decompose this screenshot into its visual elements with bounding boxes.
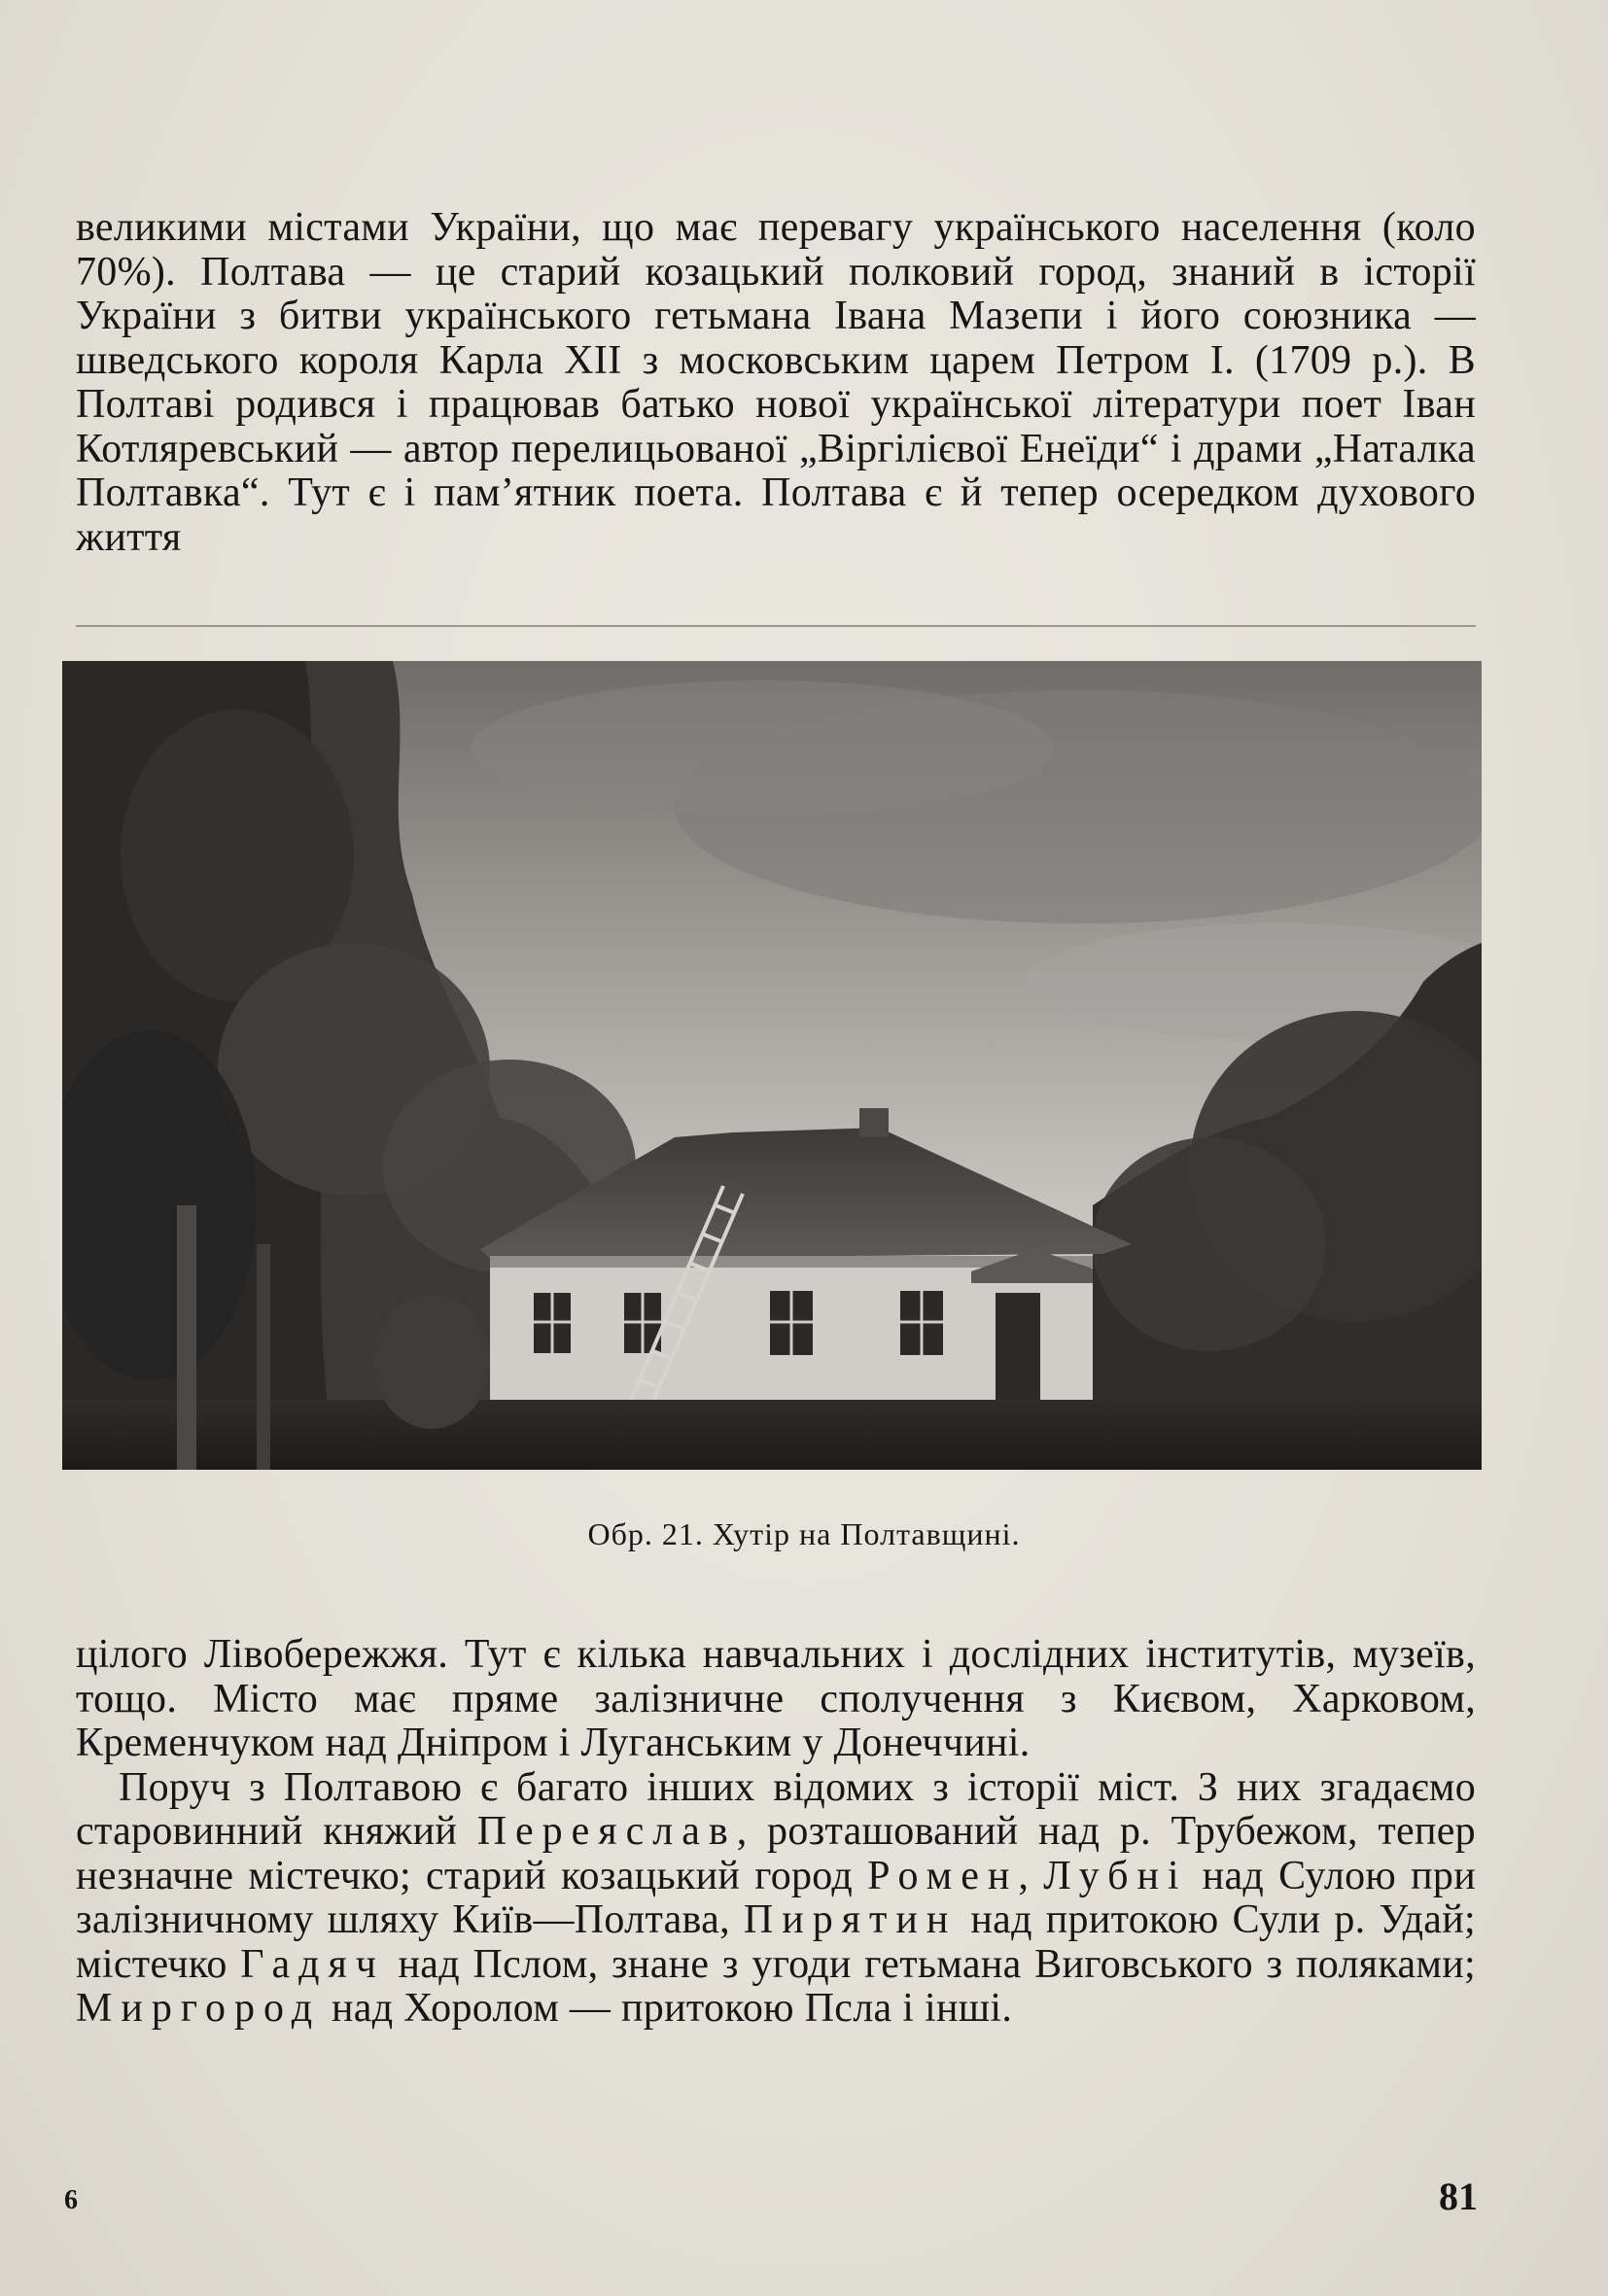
city-pyriatyn: Пирятин: [743, 1897, 958, 1942]
bottom-paragraph-1: цілого Лівобережжя. Тут є кілька навчальних і дослідних інститутів, музеїв, тощо. Місто має пряме залізничне сполучення з Києвом, Харковом, Кременчуком над Дніпром і Луганським у Донеччині.: [76, 1632, 1476, 1765]
farmhouse-photo-illustration: [62, 661, 1482, 1470]
figure-photo: [62, 661, 1482, 1470]
paragraph-2-text-5: над притокою Сули р. Удай; містечко: [76, 1897, 1476, 1987]
city-myrhorod: Миргород: [76, 1986, 322, 2031]
paragraph-2-text-3: ,: [1018, 1853, 1044, 1898]
signature-mark: 6: [64, 2185, 78, 2215]
city-lubni: Лубні: [1043, 1853, 1188, 1898]
bottom-text-block: [76, 1633, 1476, 2032]
city-hadiach: Гадяч: [240, 1941, 385, 1987]
paragraph-2-text-1: Поруч з Полтавою є багато інших відомих з історії міст. З них згадаємо старовинний княжий: [76, 1764, 1476, 1854]
paragraph-2-text-6: над Пслом, знане з угоди гетьмана Виговського з поляками;: [384, 1941, 1477, 1987]
paragraph-2-text-7: над Хоролом — притокою Псла і інші.: [321, 1986, 1013, 2031]
page-number: 81: [1439, 2174, 1478, 2218]
city-romen: Ромен: [867, 1853, 1019, 1898]
paragraph-2-text-4: над Сулою при залізничному шляху Київ—Полтава,: [76, 1853, 1476, 1942]
paragraph-2-text-2: , розташований над р. Трубежом, тепер незначне містечко; старий козацький город: [76, 1809, 1476, 1898]
top-paragraph: великими містами України, що має перевагу українського населення (коло 70%). Полтава — це старий козацький полковий город, знаний в історії України з битви українського гетьмана Івана Мазепи і його союзника — шведського короля Карла XII з московським царем Петром І. (1709 р.). В Полтаві родився і працював батько нової української літератури поет Іван Котляревський — автор перелицьованої „Віргілієвої Енеїди“ і драми „Наталка Полтавка“. Тут є і пам’ятник поета. Полтава є й тепер осередком духового життя: [76, 205, 1476, 560]
figure-caption: Обр. 21. Хутір на Полтавщині.: [587, 1516, 1021, 1551]
top-text-block: [76, 206, 1476, 560]
bottom-paragraph-2: [76, 1766, 1476, 2032]
city-pereiaslav: Переяслав: [476, 1809, 737, 1854]
separator-rule: [76, 625, 1476, 627]
